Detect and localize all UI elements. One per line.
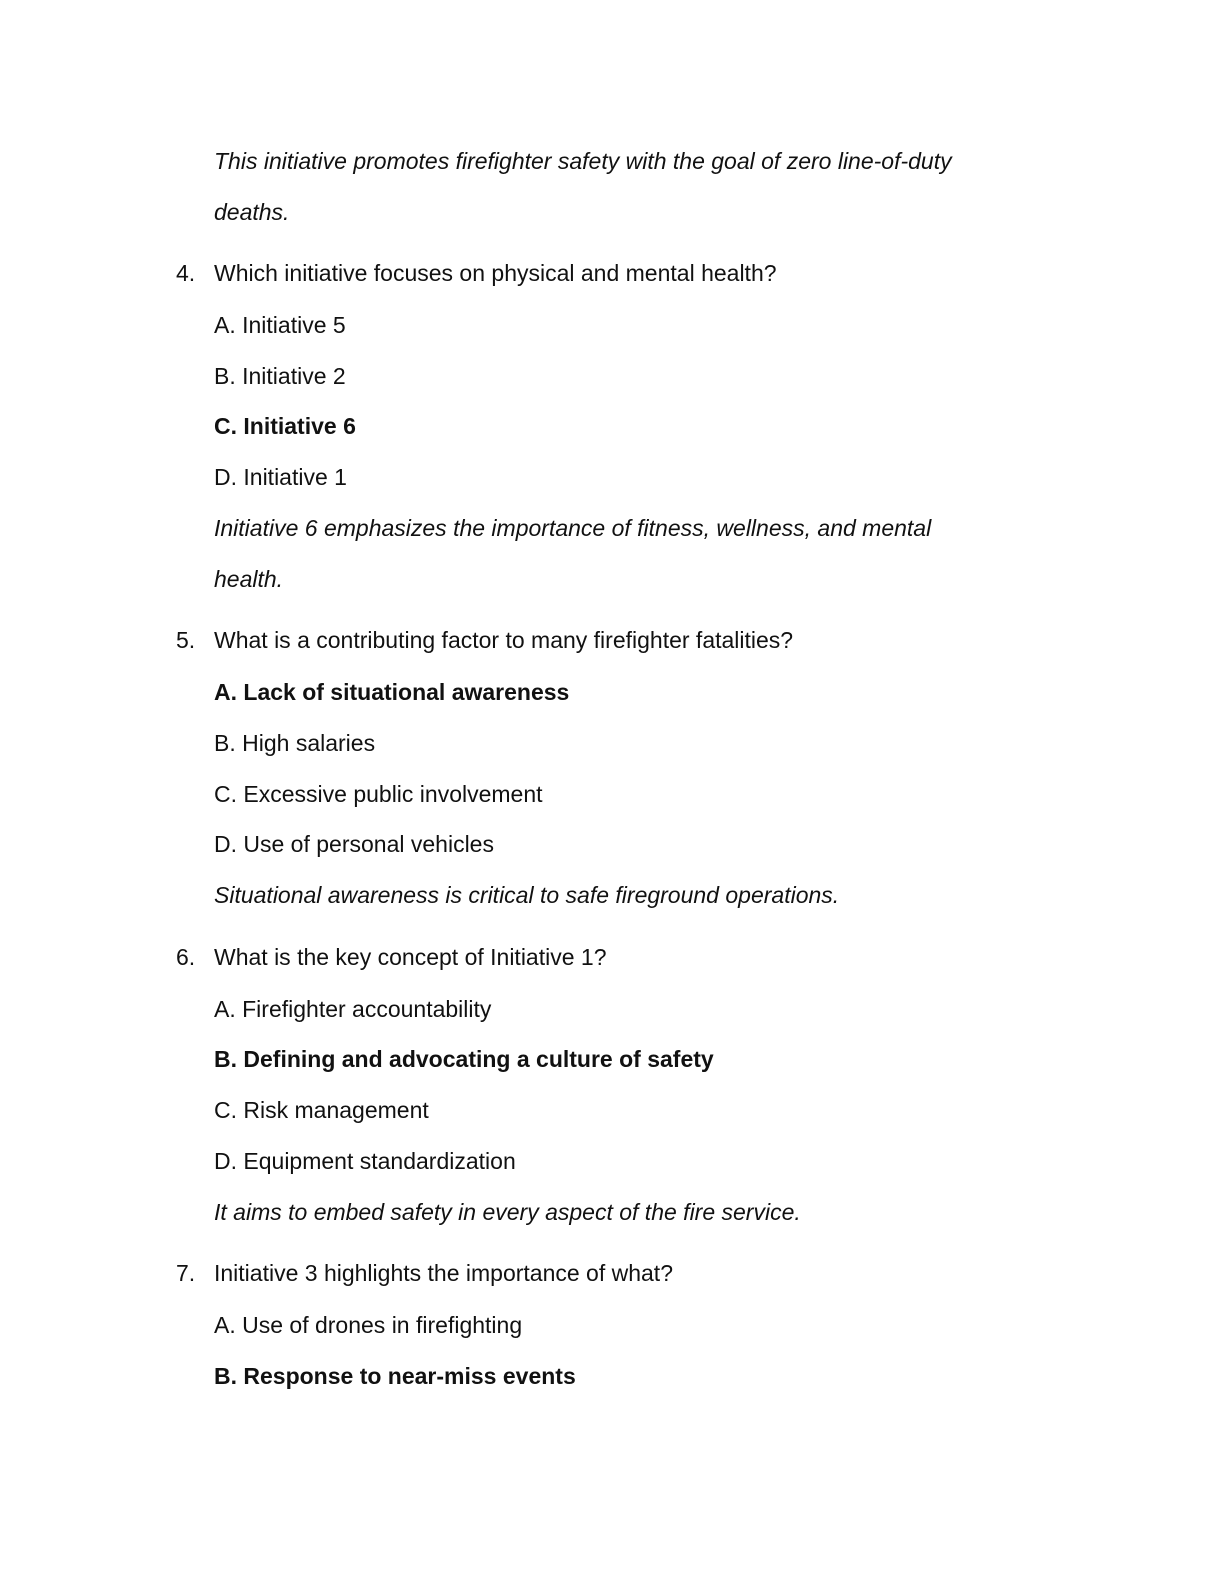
correct-answer-option: C. Initiative 6 bbox=[214, 413, 356, 440]
question-text: What is the key concept of Initiative 1? bbox=[214, 943, 607, 970]
explanation-text: This initiative promotes firefighter safety with the goal of zero line-of-duty bbox=[214, 148, 952, 174]
question-text: Which initiative focuses on physical and mental health? bbox=[214, 260, 777, 286]
explanation-text: health. bbox=[214, 565, 284, 592]
question-number: 5. bbox=[176, 627, 196, 654]
question-text: What is a contributing factor to many firefighter fatalities? bbox=[214, 627, 794, 654]
answer-option: D. Use of personal vehicles bbox=[214, 831, 494, 858]
correct-answer-option: A. Lack of situational awareness bbox=[214, 679, 570, 706]
correct-answer-option: B. Response to near-miss events bbox=[214, 1362, 576, 1389]
question-number: 7. bbox=[176, 1260, 196, 1287]
answer-option: D. Initiative 1 bbox=[214, 464, 347, 491]
answer-option: A. Initiative 5 bbox=[214, 312, 346, 338]
correct-answer-option: B. Defining and advocating a culture of safety bbox=[214, 1046, 714, 1073]
question-number: 6. bbox=[176, 943, 196, 970]
answer-option: B. High salaries bbox=[214, 729, 376, 756]
answer-option: B. Initiative 2 bbox=[214, 362, 346, 389]
explanation-text: Situational awareness is critical to safe fireground operations. bbox=[214, 882, 840, 908]
answer-option: A. Use of drones in firefighting bbox=[214, 1312, 523, 1339]
answer-option: A. Firefighter accountability bbox=[214, 995, 492, 1022]
answer-option: C. Risk management bbox=[214, 1097, 429, 1124]
answer-option: D. Equipment standardization bbox=[214, 1147, 516, 1174]
explanation-text: deaths. bbox=[214, 198, 290, 225]
explanation-text: Initiative 6 emphasizes the importance of fitness, wellness, and mental bbox=[214, 514, 932, 541]
question-text: Initiative 3 highlights the importance of what? bbox=[214, 1260, 673, 1287]
question-number: 4. bbox=[176, 260, 196, 286]
answer-option: C. Excessive public involvement bbox=[214, 780, 543, 807]
explanation-text: It aims to embed safety in every aspect of the fire service. bbox=[214, 1198, 801, 1225]
